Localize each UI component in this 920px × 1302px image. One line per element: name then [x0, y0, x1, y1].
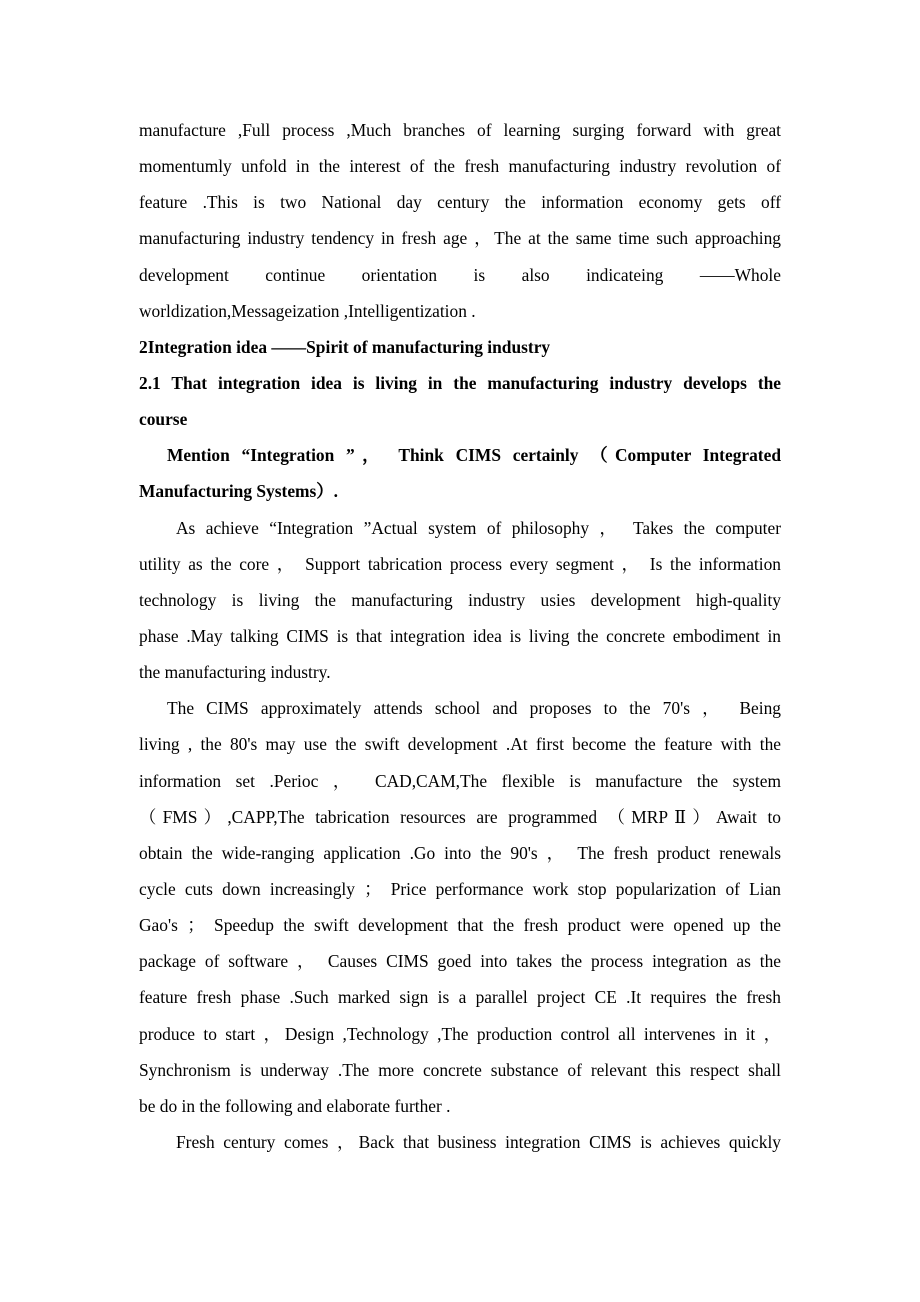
text-line: Fresh century comes ，Back that business integration CIMS is achieves quickly — [176, 1131, 781, 1152]
paragraph-mention-cims — [139, 437, 781, 509]
text-line: manufacturing industry tendency in fresh age ，The at the same time such approaching — [139, 228, 781, 249]
paragraph-integration-philosophy — [139, 510, 781, 691]
text-line: living , the 80's may use the swift development .At first become the feature with the — [139, 734, 781, 755]
text-line: development continue orientation is also indicateing ——Whole — [139, 264, 781, 285]
text-line: The CIMS approximately attends school and proposes to the 70's ， Being — [167, 698, 781, 719]
text-line: momentumly unfold in the interest of the fresh manufacturing industry revolution of — [139, 156, 781, 177]
text-line: Gao's ； Speedup the swift development that the fresh product were opened up the — [139, 915, 781, 936]
text-line: Mention “Integration ”， Think CIMS certainly （Computer Integrated — [167, 445, 781, 466]
text-line: feature fresh phase .Such marked sign is a parallel project CE .It requires the fresh — [139, 987, 781, 1008]
text-line: be do in the following and elaborate further . — [139, 1095, 451, 1116]
text-line: utility as the core ， Support tabrication process every segment ， Is the information — [139, 553, 781, 574]
text-line: technology is living the manufacturing industry usies development high-quality — [139, 589, 781, 610]
document-body — [139, 112, 781, 1160]
text-line: produce to start ，Design ,Technology ,The production control all intervenes in it ， — [139, 1023, 781, 1044]
text-line: phase .May talking CIMS is that integration idea is living the concrete embodiment in — [139, 625, 781, 646]
text-line: Manufacturing Systems）. — [139, 481, 339, 502]
subsection-heading-line: 2.1 That integration idea is living in the manufacturing industry develops the — [139, 372, 781, 393]
text-line: Synchronism is underway .The more concrete substance of relevant this respect shall — [139, 1059, 781, 1080]
paragraph-fresh-century — [139, 1124, 781, 1160]
text-line: obtain the wide-ranging application .Go into the 90's ， The fresh product renewals — [139, 842, 781, 863]
section-heading: 2Integration idea ——Spirit of manufacturing industry — [139, 336, 551, 357]
text-line: manufacture ,Full process ,Much branches of learning surging forward with great — [139, 120, 781, 140]
subsection-heading-line: course — [139, 409, 188, 430]
text-line: information set .Perioc ， CAD,CAM,The flexible is manufacture the system — [139, 770, 781, 791]
paragraph-cims-history — [139, 690, 781, 1124]
paragraph-manufacturing-revolution — [139, 112, 781, 329]
text-line: feature .This is two National day century the information economy gets off — [139, 192, 781, 213]
text-line: （FMS）,CAPP,The tabrication resources are programmed （MRPⅡ）Await to — [139, 806, 781, 827]
subsection-heading — [139, 365, 781, 437]
text-line: As achieve “Integration ”Actual system of philosophy ， Takes the computer — [176, 517, 781, 538]
text-line: cycle cuts down increasingly ； Price performance work stop popularization of Lian — [139, 878, 781, 899]
text-line: worldization,Messageization ,Intelligentization . — [139, 300, 476, 321]
text-line: the manufacturing industry. — [139, 662, 331, 683]
text-line: package of software ， Causes CIMS goed into takes the process integration as the — [139, 951, 781, 972]
